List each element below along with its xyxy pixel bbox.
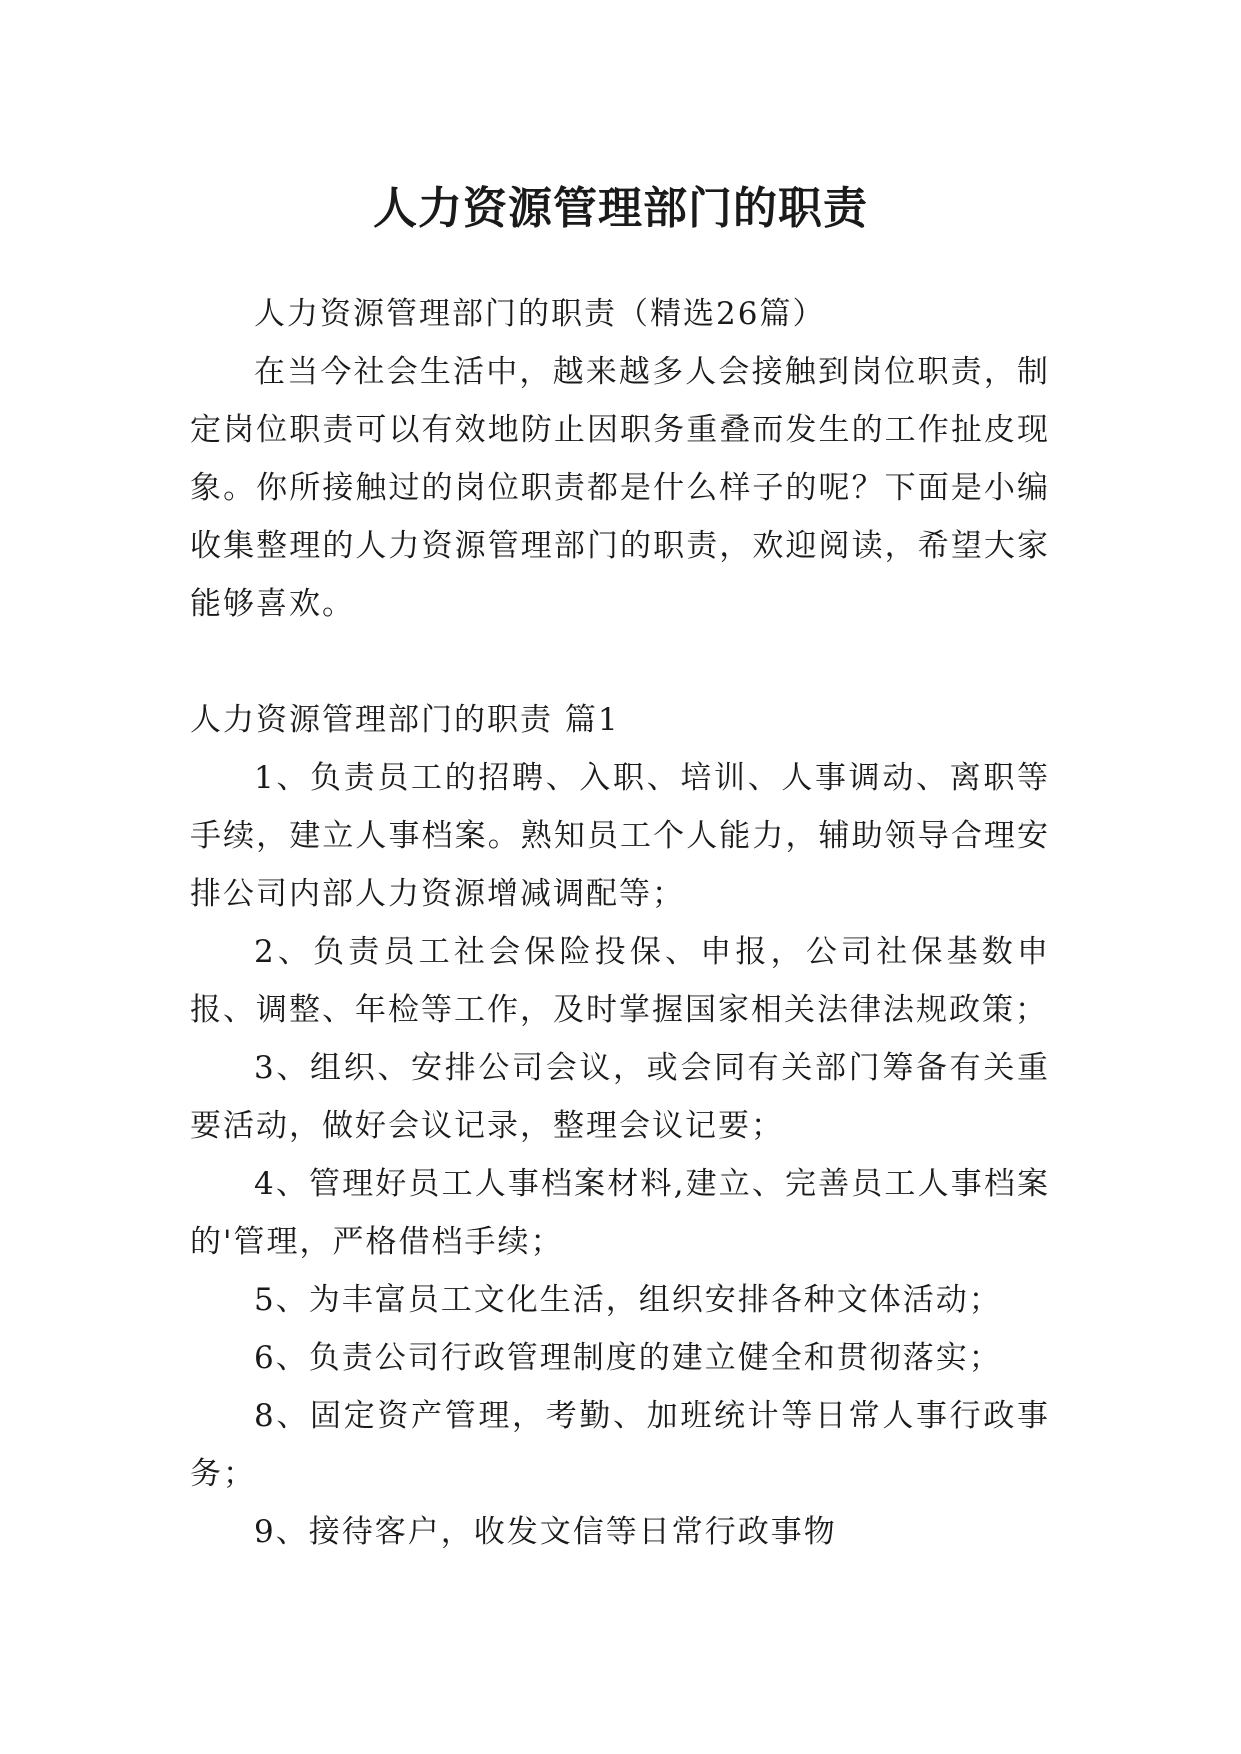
list-item: 8、固定资产管理，考勤、加班统计等日常人事行政事务； (190, 1398, 1050, 1492)
document-body (190, 285, 1050, 1561)
list-item: 6、负责公司行政管理制度的建立健全和贯彻落实； (254, 1340, 1002, 1376)
list-item: 4、管理好员工人事档案材料,建立、完善员工人事档案的'管理，严格借档手续； (190, 1166, 1050, 1260)
section-heading: 人力资源管理部门的职责 篇1 (190, 702, 620, 738)
intro-paragraph: 在当今社会生活中，越来越多人会接触到岗位职责，制定岗位职责可以有效地防止因职务重叠而发生的工作扯皮现象。你所接触过的岗位职责都是什么样子的呢？下面是小编收集整理的人力资源管理部门的职责，欢迎阅读，希望大家能够喜欢。 (190, 354, 1050, 622)
document-subtitle: 人力资源管理部门的职责（精选26篇） (254, 296, 826, 332)
list-item: 3、组织、安排公司会议，或会同有关部门筹备有关重要活动，做好会议记录，整理会议记要； (190, 1050, 1050, 1144)
paragraph-spacer (190, 633, 1050, 691)
list-item: 9、接待客户，收发文信等日常行政事物 (254, 1514, 837, 1550)
list-item: 2、负责员工社会保险投保、申报，公司社保基数申报、调整、年检等工作，及时掌握国家相关法律法规政策； (190, 934, 1050, 1028)
list-item: 1、负责员工的招聘、入职、培训、人事调动、离职等手续，建立人事档案。熟知员工个人能力，辅助领导合理安排公司内部人力资源增减调配等； (190, 760, 1050, 912)
document-title: 人力资源管理部门的职责 (373, 183, 868, 235)
list-item: 5、为丰富员工文化生活，组织安排各种文体活动； (254, 1282, 1002, 1318)
